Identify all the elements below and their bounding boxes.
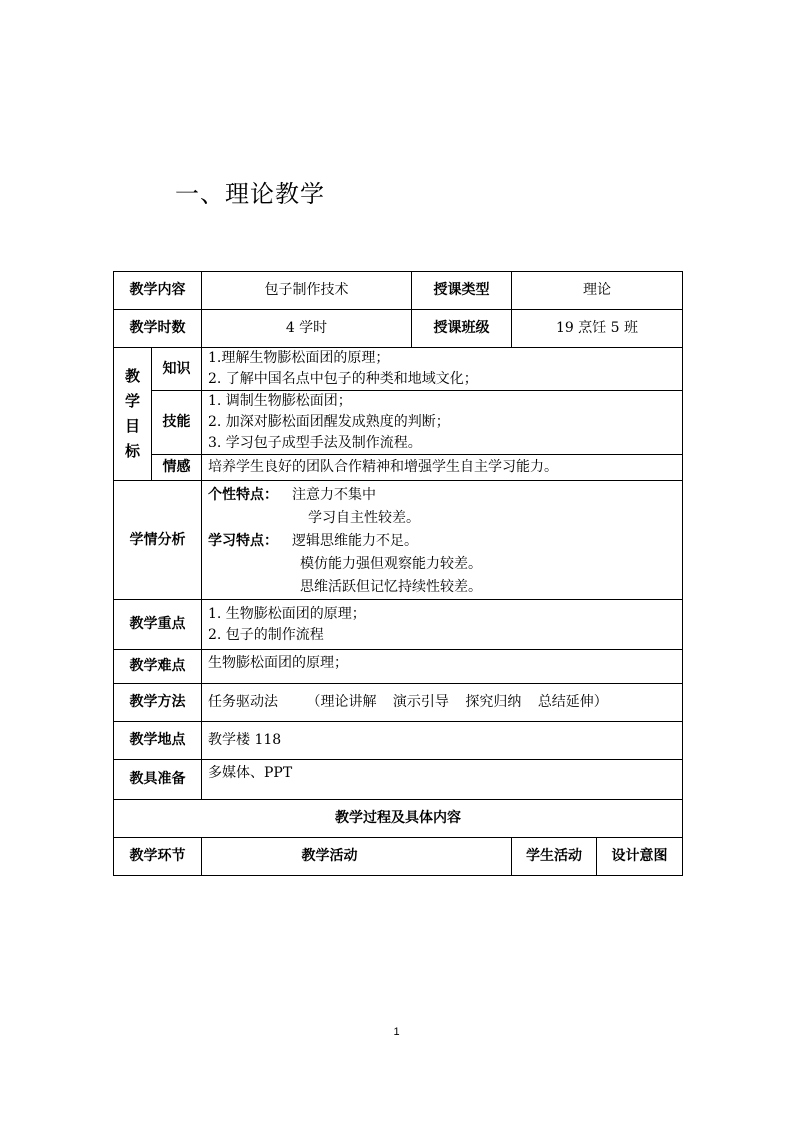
row-objective-skill xyxy=(114,391,683,455)
class-label: 授课班级 xyxy=(412,310,512,348)
objectives-label-char: 学 xyxy=(124,392,140,410)
key-point-line: 2. 包子的制作流程 xyxy=(208,626,324,643)
skill-line: 2. 加深对膨松面团醒发成熟度的判断； xyxy=(208,414,450,430)
emotion-content: 培养学生良好的团队合作精神和增强学生自主学习能力。 xyxy=(202,455,683,481)
row-location xyxy=(114,722,683,760)
methods-content xyxy=(202,684,683,722)
personality-key: 个性特点： xyxy=(208,487,278,503)
key-points-label: 教学重点 xyxy=(114,600,202,650)
methods-item: 演示引导 xyxy=(392,694,449,710)
location-label: 教学地点 xyxy=(114,722,202,760)
skill-content xyxy=(202,391,683,455)
row-hours xyxy=(114,310,683,348)
hours-label: 教学时数 xyxy=(114,310,202,348)
type-value: 理论 xyxy=(512,272,683,310)
row-objective-emotion xyxy=(114,455,683,481)
row-difficulty xyxy=(114,650,683,684)
section-heading: 一、理论教学 xyxy=(175,180,325,208)
row-process-title xyxy=(114,800,683,838)
methods-label: 教学方法 xyxy=(114,684,202,722)
process-header-stage: 教学环节 xyxy=(114,838,202,876)
methods-main: 任务驱动法 xyxy=(208,694,278,710)
methods-item: 总结延伸） xyxy=(537,694,608,710)
row-analysis xyxy=(114,481,683,600)
tools-label: 教具准备 xyxy=(114,760,202,800)
row-process-headers xyxy=(114,838,683,876)
location-content: 教学楼 118 xyxy=(202,722,683,760)
content-value: 包子制作技术 xyxy=(202,272,412,310)
objectives-label-char: 目 xyxy=(124,417,140,435)
skill-label: 技能 xyxy=(152,391,202,455)
process-title: 教学过程及具体内容 xyxy=(114,800,683,838)
learning-line: 模仿能力强但观察能力较差。 xyxy=(300,556,482,572)
analysis-line xyxy=(208,530,676,553)
class-value: 19 烹饪 5 班 xyxy=(512,310,683,348)
row-content xyxy=(114,272,683,310)
analysis-content xyxy=(202,481,683,600)
knowledge-content xyxy=(202,348,683,391)
analysis-line xyxy=(208,484,676,507)
process-header-intent: 设计意图 xyxy=(597,838,683,876)
difficulty-content: 生物膨松面团的原理； xyxy=(202,650,683,684)
process-header-student: 学生活动 xyxy=(512,838,597,876)
methods-item: （理论讲解 xyxy=(306,694,377,710)
process-header-activity: 教学活动 xyxy=(202,838,512,876)
row-methods xyxy=(114,684,683,722)
difficulty-label: 教学难点 xyxy=(114,650,202,684)
key-point-line: 1. 生物膨松面团的原理； xyxy=(208,605,366,622)
knowledge-label: 知识 xyxy=(152,348,202,391)
key-points-content xyxy=(202,600,683,650)
skill-line: 3. 学习包子成型手法及制作流程。 xyxy=(208,435,422,451)
type-label: 授课类型 xyxy=(412,272,512,310)
row-tools xyxy=(114,760,683,800)
objectives-label-char: 教 xyxy=(124,367,140,385)
row-key-points xyxy=(114,600,683,650)
page-number: 1 xyxy=(393,1026,400,1038)
methods-item: 探究归纳 xyxy=(465,694,522,710)
personality-line: 注意力不集中 xyxy=(292,487,376,503)
lesson-plan-table xyxy=(113,271,683,876)
objectives-label-char: 标 xyxy=(124,442,140,460)
hours-value: 4 学时 xyxy=(202,310,412,348)
knowledge-line: 2. 了解中国名点中包子的种类和地域文化； xyxy=(208,371,478,387)
skill-line: 1. 调制生物膨松面团； xyxy=(208,393,352,409)
row-objective-knowledge xyxy=(114,348,683,391)
objectives-label xyxy=(114,348,152,481)
tools-content: 多媒体、PPT xyxy=(202,760,683,800)
learning-line: 思维活跃但记忆持续性较差。 xyxy=(300,579,482,595)
analysis-label: 学情分析 xyxy=(114,481,202,600)
knowledge-line: 1.理解生物膨松面团的原理； xyxy=(208,350,390,366)
learning-line: 逻辑思维能力不足。 xyxy=(292,533,418,549)
content-label: 教学内容 xyxy=(114,272,202,310)
personality-line: 学习自主性较差。 xyxy=(308,510,420,526)
learning-key: 学习特点： xyxy=(208,533,278,549)
emotion-label: 情感 xyxy=(152,455,202,481)
